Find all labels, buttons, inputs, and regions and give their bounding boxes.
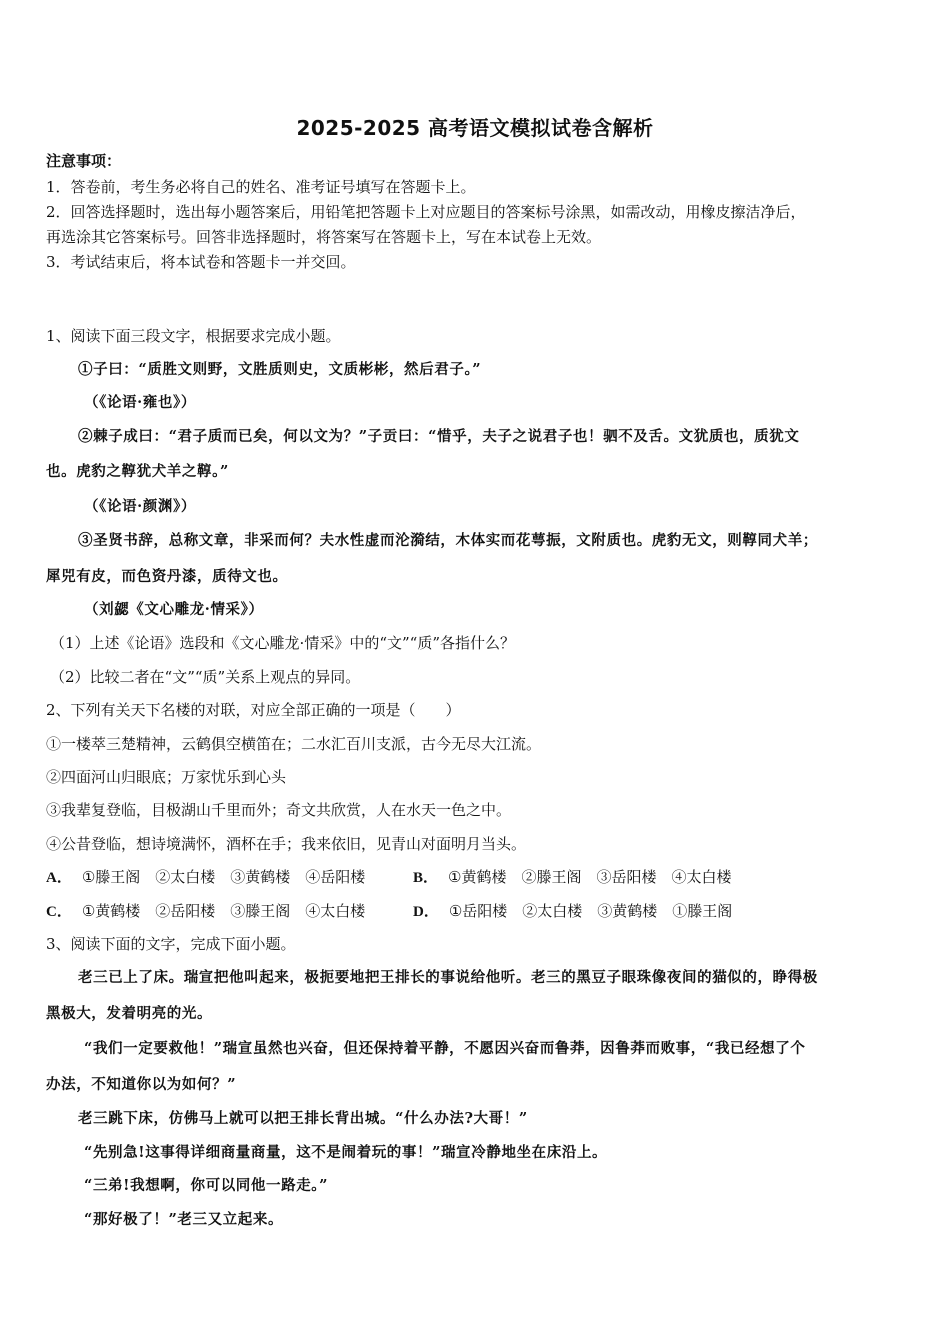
notice-heading: 注意事项： bbox=[46, 152, 122, 170]
page-title: 2025-2025 高考语文模拟试卷含解析 bbox=[296, 116, 654, 140]
option-text: ①滕王阁 ②太白楼 ③黄鹤楼 ④岳阳楼 bbox=[81, 868, 366, 886]
subquestion: （1）上述《论语》选段和《文心雕龙·情采》中的“文”“质”各指什么？ bbox=[50, 634, 515, 652]
option-text: ①岳阳楼 ②太白楼 ③黄鹤楼 ①滕王阁 bbox=[448, 902, 733, 920]
passage-source: （《论语·颜渊》） bbox=[84, 498, 196, 515]
option-a[interactable] bbox=[46, 867, 365, 888]
couplet-line: ②四面河山归眼底；万家忧乐到心头 bbox=[46, 768, 287, 786]
passage-source: （刘勰《文心雕龙·情采》） bbox=[84, 601, 264, 618]
option-letter: C． bbox=[46, 904, 72, 920]
option-text: ①黄鹤楼 ②岳阳楼 ③滕王阁 ④太白楼 bbox=[81, 902, 366, 920]
notice-line: 3．考试结束后，将本试卷和答题卡一并交回。 bbox=[46, 253, 356, 271]
question-2-stem: 2、下列有关天下名楼的对联，对应全部正确的一项是（ ） bbox=[46, 701, 461, 719]
passage-line: ③圣贤书辞，总称文章，非采而何？夫水性虚而沦漪结，木体实而花萼振，文附质也。虎豹无文，则鞟同犬羊； bbox=[78, 532, 818, 549]
story-line: “三弟!我想啊，你可以同他一路走。” bbox=[84, 1177, 329, 1194]
option-d[interactable] bbox=[413, 901, 732, 922]
option-text: ①黄鹤楼 ②滕王阁 ③岳阳楼 ④太白楼 bbox=[448, 868, 732, 886]
option-letter: B． bbox=[413, 870, 439, 886]
passage-line: 犀兕有皮，而色资丹漆，质待文也。 bbox=[46, 568, 288, 585]
question-1-stem: 1、阅读下面三段文字，根据要求完成小题。 bbox=[46, 327, 341, 345]
couplet-line: ④公昔登临，想诗境满怀，酒杯在手；我来依旧，见青山对面明月当头。 bbox=[46, 835, 527, 853]
passage-line: ②棘子成曰：“君子质而已矣，何以文为？”子贡曰：“惜乎，夫子之说君子也！驷不及舌。文犹质也，质犹文 bbox=[78, 428, 800, 445]
passage-line: ①子曰：“质胜文则野，文胜质则史，文质彬彬，然后君子。” bbox=[78, 361, 482, 378]
notice-line: 1．答卷前，考生务必将自己的姓名、准考证号填写在答题卡上。 bbox=[46, 178, 476, 196]
story-line: 黑极大，发着明亮的光。 bbox=[46, 1005, 213, 1022]
notice-line: 2．回答选择题时，选出每小题答案后，用铅笔把答题卡上对应题目的答案标号涂黑，如需改动，用橡皮擦洁净后， bbox=[46, 203, 806, 221]
option-letter: D． bbox=[413, 904, 439, 920]
story-line: “先别急!这事得详细商量商量，这不是闹着玩的事！”瑞宣冷静地坐在床沿上。 bbox=[84, 1144, 608, 1161]
story-line: 办法，不知道你以为如何？” bbox=[46, 1076, 237, 1093]
passage-line: 也。虎豹之鞟犹犬羊之鞟。” bbox=[46, 463, 229, 480]
option-letter: A． bbox=[46, 870, 72, 886]
couplet-line: ①一楼萃三楚精神，云鹤俱空横笛在；二水汇百川支派，古今无尽大江流。 bbox=[46, 735, 542, 753]
story-line: 老三已上了床。瑞宣把他叫起来，极扼要地把王排长的事说给他听。老三的黑豆子眼珠像夜间的猫似的，睁得极 bbox=[78, 969, 818, 986]
story-line: “那好极了！”老三又立起来。 bbox=[84, 1211, 284, 1228]
question-3-stem: 3、阅读下面的文字，完成下面小题。 bbox=[46, 935, 296, 953]
story-line: “我们一定要救他！”瑞宣虽然也兴奋，但还保持着平静，不愿因兴奋而鲁莽，因鲁莽而败事，“我已经想了个 bbox=[84, 1040, 806, 1057]
option-b[interactable] bbox=[413, 867, 731, 888]
subquestion: （2）比较二者在“文”“质”关系上观点的异同。 bbox=[50, 668, 361, 686]
notice-line: 再选涂其它答案标号。回答非选择题时，将答案写在答题卡上，写在本试卷上无效。 bbox=[46, 228, 602, 246]
passage-source: （《论语·雍也》） bbox=[84, 394, 196, 411]
couplet-line: ③我辈复登临，目极湖山千里而外；奇文共欣赏，人在水天一色之中。 bbox=[46, 801, 512, 819]
story-line: 老三跳下床，仿佛马上就可以把王排长背出城。“什么办法?大哥！” bbox=[78, 1110, 528, 1127]
option-c[interactable] bbox=[46, 901, 365, 922]
